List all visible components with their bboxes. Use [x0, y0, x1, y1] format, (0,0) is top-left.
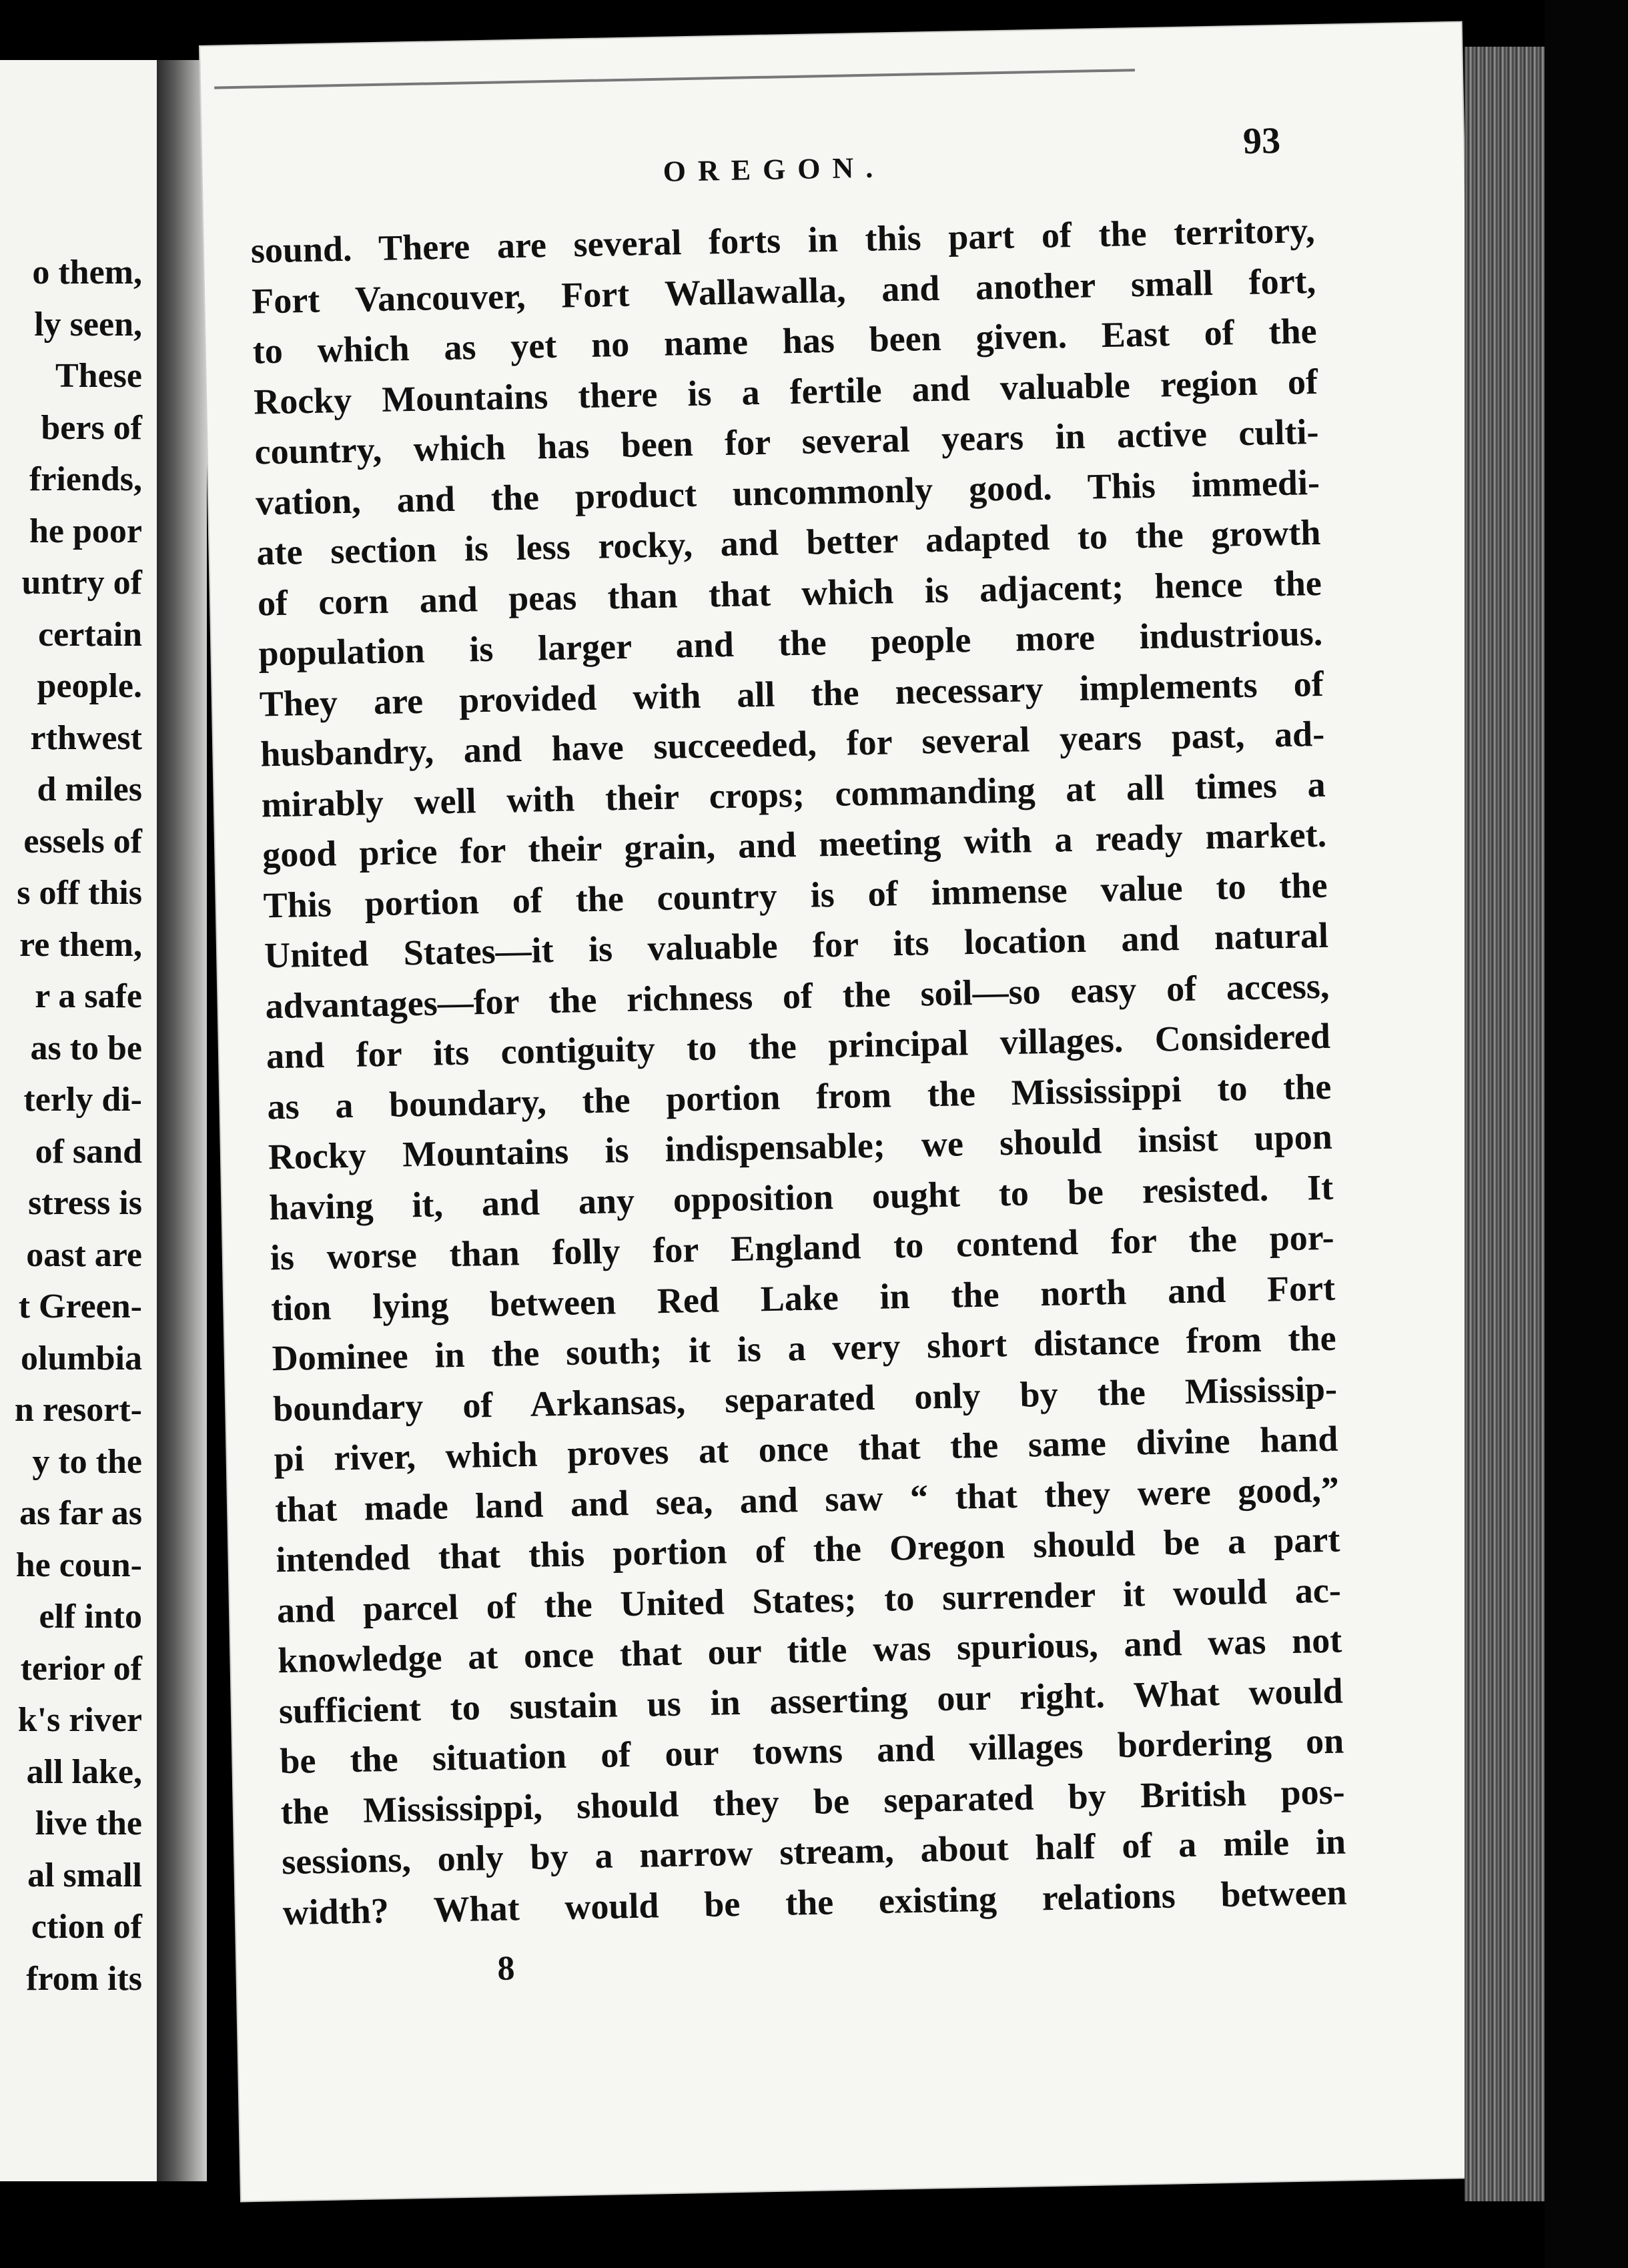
text-line: Dominee in the south; it is a very short distance from the: [272, 1317, 1337, 1379]
text-line: Rocky Mountains there is a fertile and valuable region of: [253, 361, 1318, 422]
left-line: d miles: [37, 770, 142, 808]
page-number: 93: [1242, 119, 1281, 163]
left-line: as far as: [19, 1494, 142, 1532]
text-line: sessions, only by a narrow stream, about half of a mile in: [281, 1821, 1346, 1882]
left-line: stress is: [28, 1184, 142, 1222]
text-line: population is larger and the people more industrious.: [258, 612, 1323, 674]
left-line: k's river: [17, 1701, 142, 1739]
text-line: boundary of Arkansas, separated only by the Mississip-: [272, 1368, 1338, 1429]
text-line: pi river, which proves at once that the same divine hand: [274, 1418, 1338, 1480]
text-line: They are provided with all the necessary implements of: [259, 663, 1324, 724]
text-line: as a boundary, the portion from the Mississippi to the: [266, 1066, 1332, 1127]
left-line: of sand: [35, 1132, 142, 1171]
left-line: from its: [26, 1959, 142, 1998]
text-line: good price for their grain, and meeting with a ready market.: [262, 814, 1327, 875]
text-line: Rocky Mountains is indispensable; we should insist upon: [268, 1116, 1333, 1177]
left-line: These: [55, 357, 142, 395]
text-line: husbandry, and have succeeded, for several years past, ad-: [260, 713, 1325, 774]
left-line: re them,: [19, 925, 142, 964]
left-line: friends,: [29, 460, 142, 498]
page-top-rule: [214, 69, 1135, 89]
text-line: knowledge at once that our title was spurious, and was not: [277, 1620, 1342, 1681]
left-line: o them,: [32, 253, 142, 292]
text-line: Fort Vancouver, Fort Wallawalla, and another small fort,: [251, 260, 1316, 322]
text-line: sound. There are several forts in this part of the territory,: [250, 209, 1316, 271]
left-line: elf into: [39, 1598, 142, 1636]
left-line: olumbia: [20, 1339, 142, 1377]
scan-background: [1545, 0, 1628, 2268]
text-line: advantages—for the richness of the soil—so easy of access,: [265, 965, 1330, 1026]
left-line: n resort-: [14, 1391, 142, 1429]
previous-page: [0, 60, 157, 2181]
text-line: width? What would be the existing relations between: [282, 1872, 1347, 1932]
left-line: live the: [35, 1804, 142, 1842]
left-line: rthwest: [30, 718, 142, 757]
left-line: oast are: [26, 1235, 142, 1274]
text-line: that made land and sea, and saw “ that they were good,”: [274, 1469, 1340, 1530]
text-line: to which as yet no name has been given. East of the: [252, 310, 1318, 372]
left-line: ction of: [31, 1908, 142, 1946]
signature-mark: 8: [496, 1949, 515, 1988]
book-gutter: [157, 60, 207, 2181]
left-line: untry of: [21, 564, 142, 602]
left-line: al small: [27, 1856, 142, 1894]
left-line: s off this: [17, 874, 142, 912]
text-line: United States—it is valuable for its location and natural: [264, 915, 1329, 976]
text-line: vation, and the product uncommonly good. This immedi-: [255, 462, 1320, 523]
text-line: be the situation of our towns and villages bordering on: [279, 1720, 1344, 1782]
previous-page-text: [15, 247, 142, 2005]
running-head: OREGON.: [663, 151, 885, 188]
left-line: he coun-: [15, 1546, 142, 1584]
left-line: all lake,: [26, 1752, 142, 1791]
left-line: terior of: [20, 1649, 142, 1688]
text-line: ate section is less rocky, and better adapted to the growth: [256, 512, 1321, 573]
text-line: This portion of the country is of immense value to the: [263, 865, 1328, 925]
left-line: t Green-: [18, 1287, 142, 1325]
text-line: country, which has been for several years in active culti-: [254, 411, 1319, 472]
left-line: essels of: [23, 822, 142, 861]
text-line: and for its contiguity to the principal villages. Considered: [266, 1015, 1331, 1077]
left-line: as to be: [30, 1029, 142, 1067]
left-line: r a safe: [35, 977, 142, 1015]
text-line: having it, and any opposition ought to be resisted. It: [268, 1167, 1334, 1227]
body-text: [250, 205, 1347, 1938]
text-line: mirably well with their crops; commanding at all times a: [261, 764, 1326, 824]
left-line: ly seen,: [34, 305, 142, 344]
book-page: [200, 23, 1503, 2201]
text-line: intended that this portion of the Oregon should be a part: [275, 1519, 1340, 1580]
text-line: is worse than folly for England to contend for the por-: [270, 1217, 1335, 1278]
left-line: terly di-: [23, 1081, 142, 1119]
page-edges: [1465, 47, 1545, 2201]
text-line: and parcel of the United States; to surrender it would ac-: [276, 1570, 1342, 1630]
left-line: bers of: [41, 408, 142, 447]
left-line: y to the: [32, 1442, 142, 1481]
left-line: people.: [37, 667, 142, 705]
left-line: he poor: [29, 512, 142, 550]
text-line: of corn and peas than that which is adjacent; hence the: [257, 562, 1322, 623]
text-line: sufficient to sustain us in asserting our right. What would: [278, 1670, 1344, 1731]
text-line: the Mississippi, should they be separated by British pos-: [280, 1771, 1346, 1832]
left-line: certain: [38, 615, 142, 654]
text-line: tion lying between Red Lake in the north and Fort: [270, 1267, 1336, 1328]
